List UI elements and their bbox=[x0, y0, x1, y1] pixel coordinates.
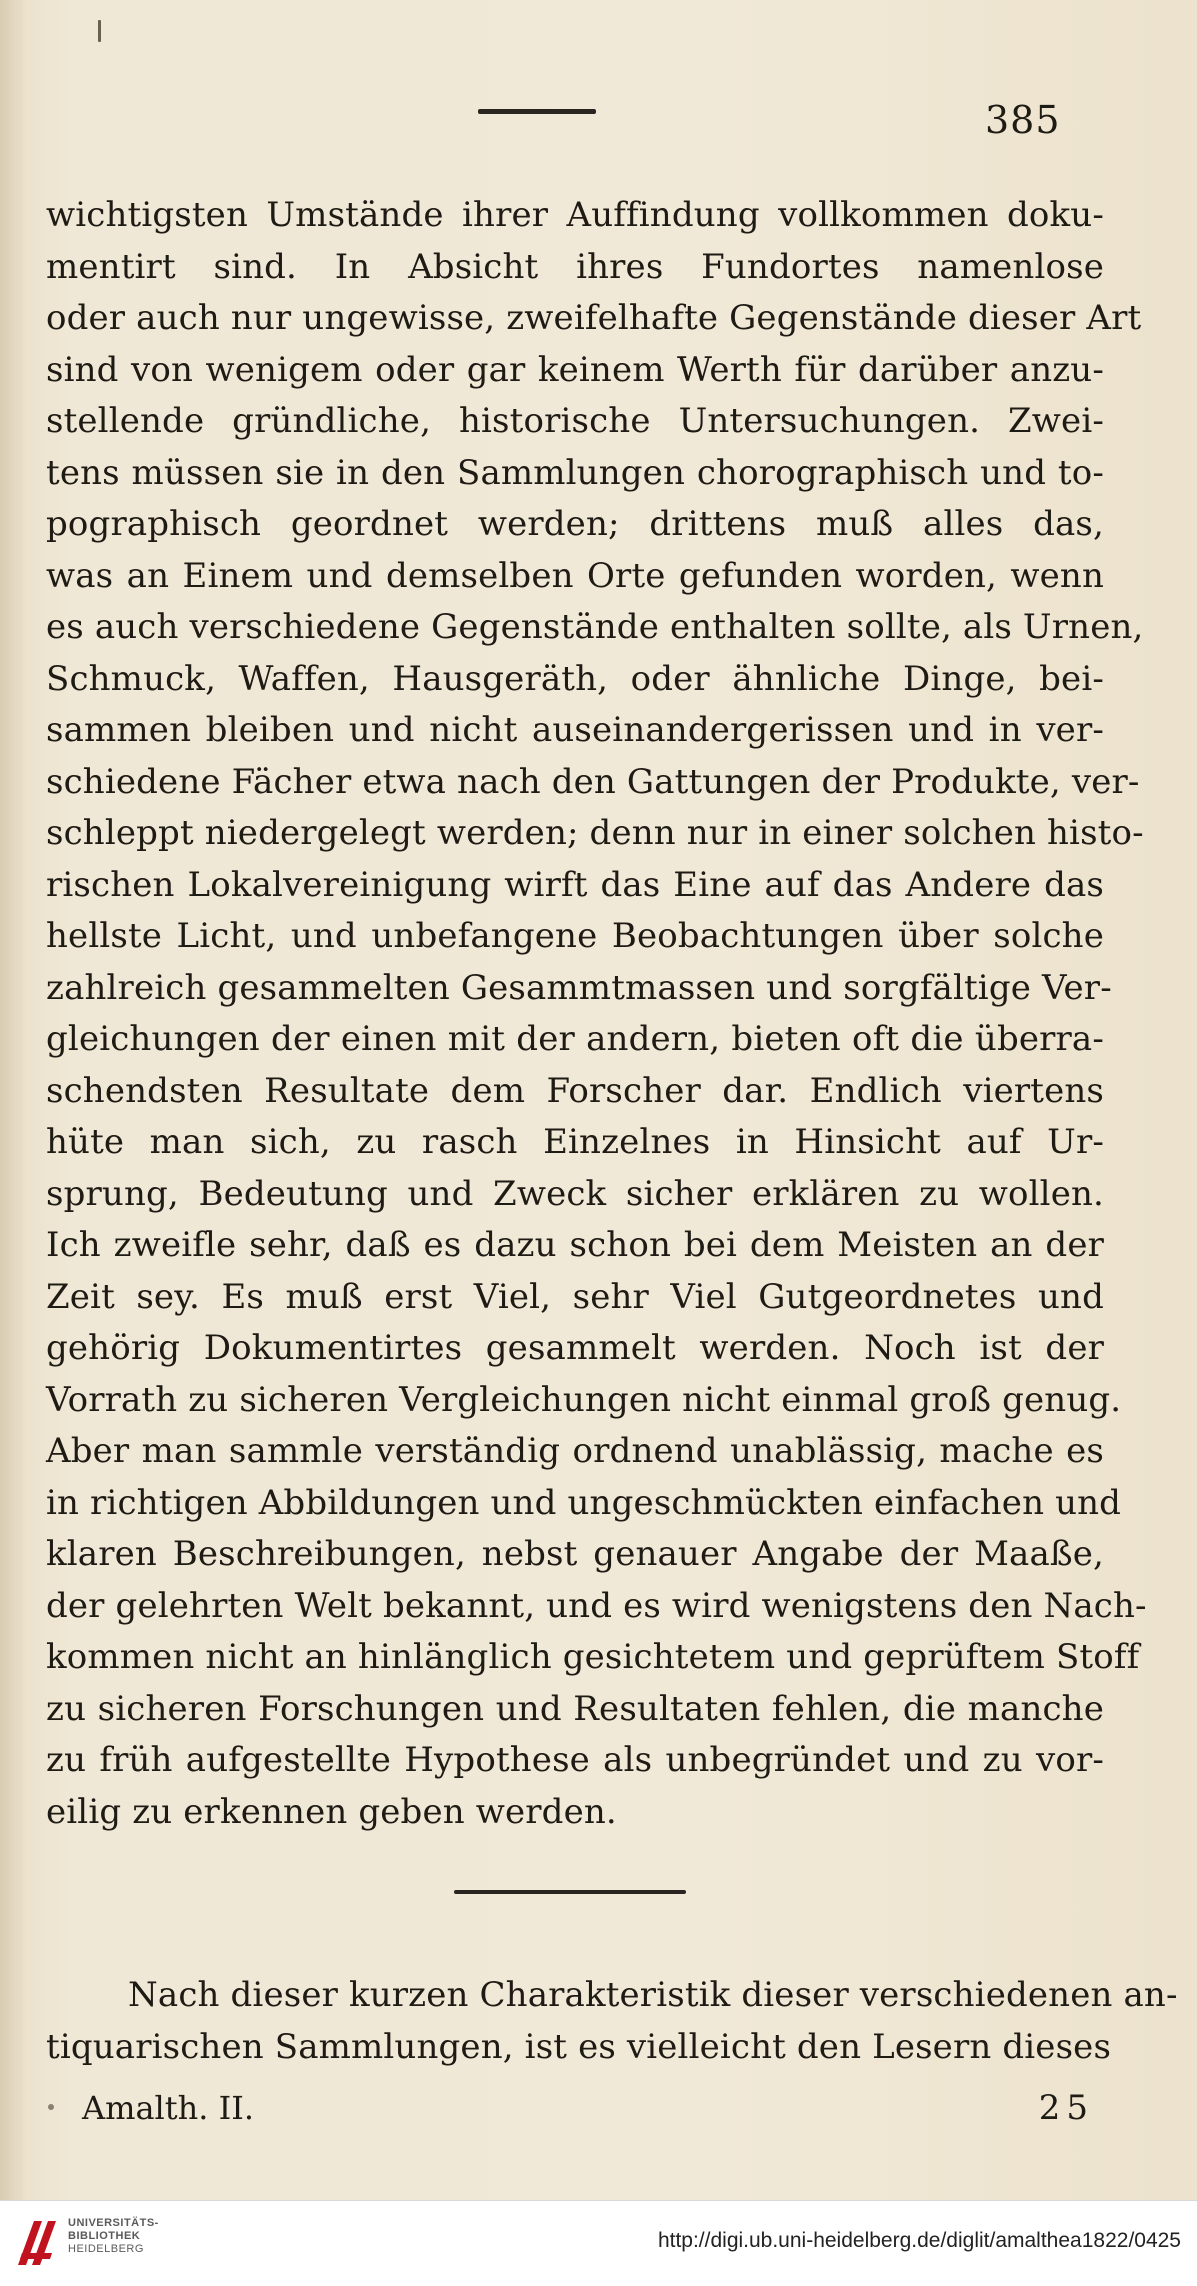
text-line: schendsten Resultate dem Forscher dar. Endlich viertens bbox=[46, 1070, 1104, 1111]
library-name-line: BIBLIOTHEK bbox=[68, 2230, 141, 2242]
text-line: gleichungen der einen mit der andern, bieten oft die überra- bbox=[46, 1019, 1104, 1059]
text-line: Ich zweifle sehr, daß es dazu schon bei dem Meisten an der bbox=[46, 1225, 1104, 1265]
text-line: rischen Lokalvereinigung wirft das Eine auf das Andere das bbox=[46, 864, 1104, 905]
text-line: wichtigsten Umstände ihrer Auffindung vollkommen doku- bbox=[46, 195, 1104, 235]
library-logo-icon bbox=[12, 2213, 64, 2273]
library-name bbox=[68, 2217, 159, 2256]
text-line: stellende gründliche, historische Untersuchungen. Zwei- bbox=[46, 401, 1104, 441]
text-line: zu früh aufgestellte Hypothese als unbegründet und zu vor- bbox=[46, 1740, 1104, 1780]
page-number: 385 bbox=[985, 98, 1061, 142]
text-line: es auch verschiedene Gegenstände enthalten sollte, als Urnen, bbox=[46, 607, 1144, 647]
text-line: eilig zu erkennen geben werden. bbox=[46, 1791, 617, 1832]
text-line: Aber man sammle verständig ordnend unablässig, mache es bbox=[46, 1431, 1104, 1471]
section-divider bbox=[454, 1890, 686, 1894]
header-rule bbox=[478, 109, 596, 114]
following-paragraph bbox=[46, 1970, 1178, 2073]
text-line: kommen nicht an hinlänglich gesichtetem und geprüftem Stoff bbox=[46, 1637, 1140, 1677]
text-line: oder auch nur ungewisse, zweifelhafte Gegenstände dieser Art bbox=[46, 298, 1142, 338]
main-paragraph bbox=[46, 190, 1147, 1838]
text-line: Nach dieser kurzen Charakteristik dieser verschiedenen an- bbox=[128, 1975, 1178, 2015]
text-line: sprung, Bedeutung und Zweck sicher erklären zu wollen. bbox=[46, 1173, 1104, 1214]
signature-mark: Amalth. II. bbox=[82, 2089, 255, 2127]
library-footer-bar bbox=[0, 2200, 1197, 2286]
text-line: Vorrath zu sicheren Vergleichungen nicht einmal groß genug. bbox=[46, 1379, 1122, 1420]
text-line: Zeit sey. Es muß erst Viel, sehr Viel Gutgeordnetes und bbox=[46, 1276, 1104, 1317]
library-name-line: HEIDELBERG bbox=[68, 2243, 144, 2255]
text-line: sind von wenigem oder gar keinem Werth für darüber anzu- bbox=[46, 349, 1104, 390]
footer-bullet bbox=[48, 2104, 54, 2110]
text-line: tens müssen sie in den Sammlungen chorographisch und to- bbox=[46, 452, 1104, 493]
text-line: schleppt niedergelegt werden; denn nur in einer solchen histo- bbox=[46, 813, 1144, 853]
text-line: hüte man sich, zu rasch Einzelnes in Hinsicht auf Ur- bbox=[46, 1122, 1104, 1162]
gutter-mark bbox=[98, 20, 101, 42]
text-line: Schmuck, Waffen, Hausgeräth, oder ähnliche Dinge, bei- bbox=[46, 658, 1104, 699]
page-footer bbox=[46, 2078, 1104, 2138]
text-line: klaren Beschreibungen, nebst genauer Angabe der Maaße, bbox=[46, 1534, 1104, 1574]
text-line: in richtigen Abbildungen und ungeschmückten einfachen und bbox=[46, 1482, 1122, 1523]
text-line: schiedene Fächer etwa nach den Gattungen der Produkte, ver- bbox=[46, 761, 1140, 802]
text-line: zu sicheren Forschungen und Resultaten fehlen, die manche bbox=[46, 1688, 1104, 1729]
text-line: sammen bleiben und nicht auseinandergerissen und in ver- bbox=[46, 710, 1104, 750]
text-line: gehörig Dokumentirtes gesammelt werden. Noch ist der bbox=[46, 1328, 1104, 1368]
text-line: der gelehrten Welt bekannt, und es wird wenigstens den Nach- bbox=[46, 1585, 1147, 1626]
signature-number: 25 bbox=[1038, 2088, 1094, 2128]
text-line: was an Einem und demselben Orte gefunden worden, wenn bbox=[46, 555, 1104, 596]
page-edge-shadow bbox=[0, 0, 26, 2200]
library-name-line: UNIVERSITÄTS- bbox=[68, 2217, 159, 2229]
text-line: tiquarischen Sammlungen, ist es vielleicht den Lesern dieses bbox=[46, 2026, 1112, 2067]
text-line: zahlreich gesammelten Gesammtmassen und sorgfältige Ver- bbox=[46, 967, 1112, 1008]
text-line: pographisch geordnet werden; drittens muß alles das, bbox=[46, 504, 1104, 544]
text-line: hellste Licht, und unbefangene Beobachtungen über solche bbox=[46, 916, 1104, 956]
permalink-url[interactable]: http://digi.ub.uni-heidelberg.de/diglit/amalthea1822/0425 bbox=[657, 2229, 1181, 2252]
text-line: mentirt sind. In Absicht ihres Fundortes namenlose bbox=[46, 246, 1104, 287]
